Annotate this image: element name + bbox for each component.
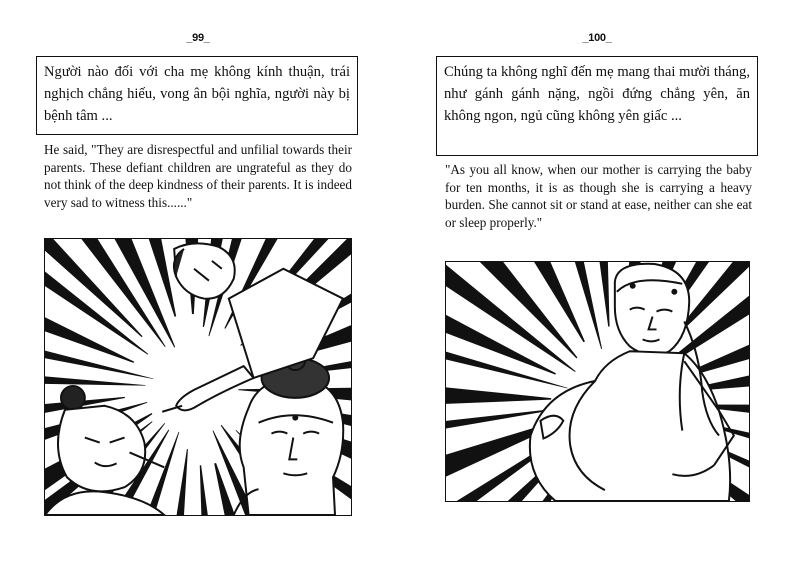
- right-english-caption: "As you all know, when our mother is carrying the baby for ten months, it is as though she is carrying a heavy burden. She cannot sit or stand at ease, neither can she eat or sleep properly.": [445, 162, 752, 230]
- right-page-number: _100_: [582, 32, 612, 44]
- left-page-number: _99_: [186, 32, 210, 44]
- pregnant-mother-illustration: [446, 262, 749, 501]
- left-english-caption: He said, "They are disrespectful and unfilial towards their parents. These defiant children are ungrateful as they do not think of the deep kindness of their parents. It is indeed very sad to witness this......": [44, 142, 352, 210]
- right-comic-panel: [445, 261, 750, 502]
- right-vietnamese-caption: Chúng ta không nghĩ đến mẹ mang thai mười tháng, như gánh gánh nặng, ngồi đứng chẳng yên, ăn không ngon, ngủ cũng không yên giấc ...: [436, 56, 758, 156]
- left-comic-panel: [44, 238, 352, 516]
- buddha-scene-illustration: [45, 239, 351, 515]
- speed-ray: [446, 262, 577, 358]
- left-vietnamese-caption: Người nào đối với cha mẹ không kính thuận, trái nghịch chẳng hiếu, vong ân bội nghĩa, người này bị bệnh tâm ...: [36, 56, 358, 135]
